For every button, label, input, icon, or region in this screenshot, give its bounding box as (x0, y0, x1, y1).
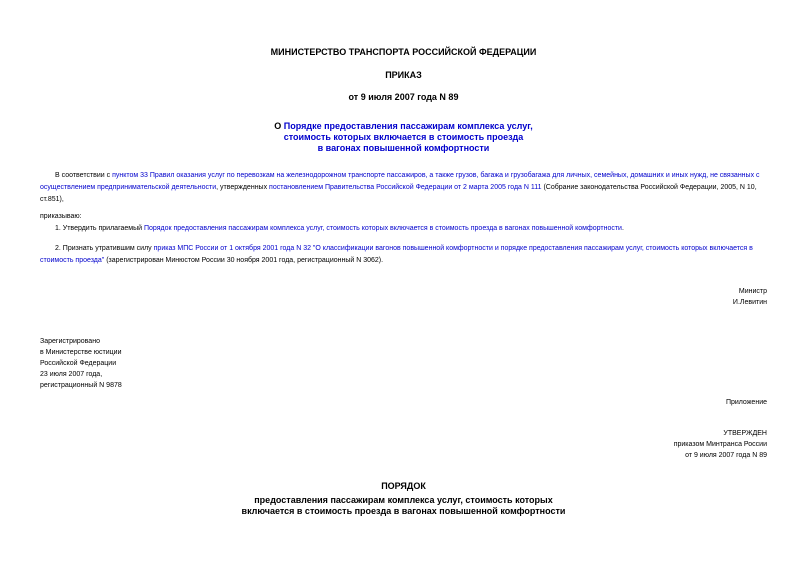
signature-name: И.Левитин (732, 299, 767, 306)
preamble-paragraph (40, 170, 770, 206)
doc-type-heading: ПРИКАЗ (385, 70, 422, 80)
registration-block (40, 336, 122, 391)
title-link-line2[interactable]: стоимость которых включается в стоимость проезда (283, 132, 524, 142)
order-title (150, 121, 657, 154)
rules-clause-33-link[interactable]: пунктом 33 Правил оказания услуг по перевозкам на железнодорожном транспорте пассажиров, а также грузов, багажа и грузобагажа для личных, семейных, домашних и иных нужд, не связанных с осуществлением предпринимательской деятельности (40, 172, 760, 191)
appendix-label: Приложение (725, 399, 767, 406)
item-2-text: 2. Признать утратившим силу (55, 245, 154, 252)
procedure-heading-block (150, 481, 657, 517)
approved-block (674, 428, 767, 461)
order-date-number: от 9 июля 2007 года N 89 (348, 92, 459, 102)
mps-order-link[interactable]: приказ МПС России от 1 октября 2001 года N 32 "О классификации вагонов повышенной комфортности и порядке предоставления пассажирам услуг, стоимость которых включается в стоимость проезда" (40, 245, 753, 264)
approved-line-1: УТВЕРЖДЕН (723, 430, 767, 437)
preamble-text-1: В соответствии с (55, 172, 113, 179)
registration-line-5: регистрационный N 9878 (40, 382, 122, 389)
title-link-line1[interactable]: Порядке предоставления пассажирам комплекса услуг, (283, 121, 533, 131)
ministry-heading: МИНИСТЕРСТВО ТРАНСПОРТА РОССИЙСКОЙ ФЕДЕРАЦИИ (270, 47, 537, 57)
approved-line-2: приказом Минтранса России (673, 441, 767, 448)
item-2 (40, 243, 770, 267)
signature-block (733, 286, 767, 308)
order-word: приказываю: (40, 213, 82, 220)
item-2-end: (зарегистрирован Минюстом России 30 ноября 2001 года, регистрационный N 3062). (104, 257, 384, 264)
title-link-line3[interactable]: в вагонах повышенной комфортности (317, 143, 490, 153)
procedure-subtitle-line-1: предоставления пассажирам комплекса услуг, стоимость которых (254, 495, 553, 505)
approved-line-3: от 9 июля 2007 года N 89 (685, 452, 767, 459)
procedure-subtitle-line-2: включается в стоимость проезда в вагонах повышенной комфортности (241, 506, 566, 516)
item-1 (40, 223, 770, 235)
registration-line-1: Зарегистрировано (40, 338, 100, 345)
registration-line-3: Российской Федерации (40, 360, 117, 367)
preamble-text-2: , утвержденных (216, 184, 270, 191)
procedure-heading: ПОРЯДОК (381, 481, 426, 491)
procedure-link[interactable]: Порядок предоставления пассажирам комплекса услуг, стоимость которых включается в стоимость проезда в вагонах повышенной комфортности (143, 225, 622, 232)
government-resolution-link[interactable]: постановлением Правительства Российской Федерации от 2 марта 2005 года N 111 (269, 184, 542, 191)
title-prefix: О (274, 121, 284, 131)
registration-line-2: в Министерстве юстиции (40, 349, 122, 356)
signature-position: Министр (738, 288, 767, 295)
item-1-end: . (621, 225, 624, 232)
registration-line-4: 23 июля 2007 года, (40, 371, 103, 378)
item-1-text: 1. Утвердить прилагаемый (55, 225, 144, 232)
preamble-text-3: (Собрание законодательства Российской Федерации, 2005, N 10, ст.851), (40, 184, 757, 203)
